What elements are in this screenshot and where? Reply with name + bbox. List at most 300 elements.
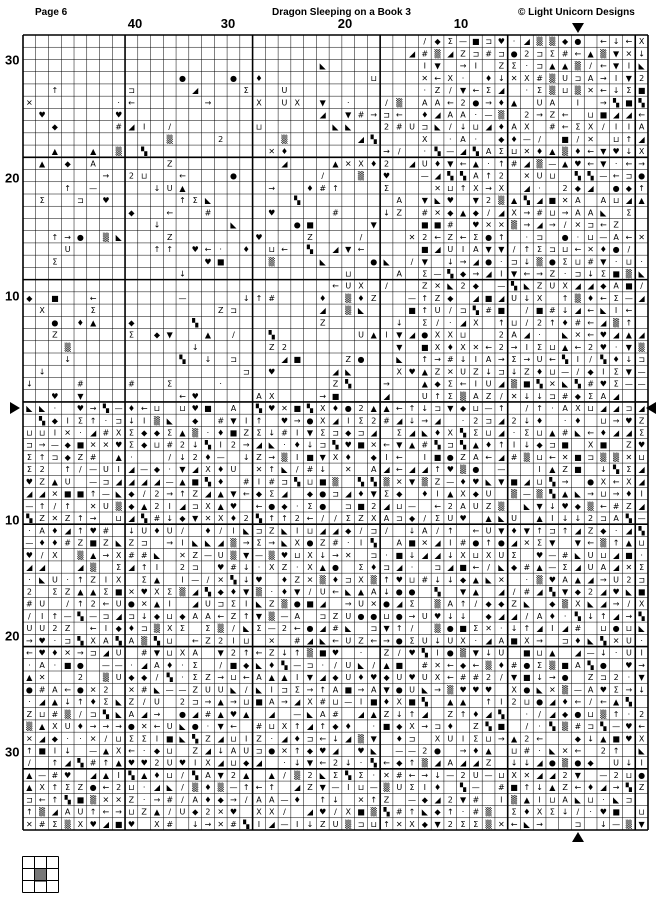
stitch-symbol: / [104, 734, 108, 744]
stitch-symbol: ◢ [562, 624, 569, 634]
stitch-symbol: → [89, 514, 97, 524]
stitch-symbol: ■ [472, 37, 480, 47]
stitch-symbol: ▒ [485, 807, 492, 817]
stitch-symbol: ▲ [549, 648, 556, 658]
stitch-symbol: Z [460, 452, 466, 462]
stitch-symbol: X [205, 758, 211, 768]
stitch-symbol: ▚ [574, 171, 581, 181]
stitch-symbol: X [473, 183, 479, 193]
stitch-symbol: · [461, 807, 465, 817]
stitch-symbol: ⊔ [115, 514, 122, 524]
stitch-symbol: — [420, 171, 429, 181]
stitch-symbol: ▒ [562, 147, 569, 157]
stitch-symbol: ■ [484, 293, 493, 303]
stitch-symbol: ⊐ [332, 428, 339, 438]
stitch-symbol: ♦ [433, 159, 442, 169]
stitch-symbol: ⊔ [638, 538, 645, 548]
stitch-symbol: # [523, 746, 531, 756]
stitch-symbol: ♦ [561, 697, 569, 707]
stitch-symbol: Σ [256, 624, 262, 634]
stitch-symbol: Z [626, 501, 632, 511]
stitch-symbol: ▲ [587, 49, 594, 59]
stitch-symbol: ▼ [319, 452, 326, 462]
stitch-symbol: → [612, 599, 620, 609]
stitch-symbol: — [178, 685, 187, 695]
stitch-symbol: ◆ [306, 746, 314, 756]
stitch-symbol: ■ [599, 110, 608, 120]
stitch-symbol: ◆ [485, 611, 492, 621]
stitch-symbol: ← [102, 807, 110, 817]
stitch-symbol: ♥ [472, 685, 480, 695]
stitch-symbol: ↓ [408, 526, 416, 536]
stitch-symbol: · [168, 465, 171, 475]
stitch-symbol: ⊐ [26, 795, 33, 805]
stitch-symbol: ● [574, 709, 582, 719]
stitch-symbol: ♦ [574, 147, 582, 157]
stitch-symbol: ▲ [217, 501, 224, 511]
stitch-symbol: I [245, 416, 248, 426]
stitch-symbol: Z [52, 330, 58, 340]
stitch-symbol: ▼ [638, 673, 645, 683]
stitch-symbol: # [115, 122, 123, 132]
stitch-symbol: ✕ [89, 440, 97, 450]
stitch-symbol: ✕ [217, 807, 225, 817]
stitch-symbol: Z [536, 281, 543, 291]
stitch-symbol: · [283, 758, 286, 768]
stitch-symbol: — [229, 783, 238, 793]
stitch-symbol: ⊔ [523, 697, 530, 707]
stitch-symbol: X [52, 550, 58, 560]
stitch-symbol: ◢ [574, 648, 581, 658]
stitch-symbol: ◆ [51, 416, 58, 426]
stitch-symbol: ■ [510, 636, 518, 646]
stitch-symbol: ⊐ [434, 404, 441, 414]
stitch-symbol: ▲ [549, 147, 556, 157]
stitch-symbol: ◢ [523, 330, 530, 340]
stitch-symbol: → [459, 61, 467, 71]
stitch-symbol: ● [395, 611, 403, 621]
stitch-symbol: Z [485, 501, 492, 511]
stitch-symbol: Z [307, 783, 313, 793]
stitch-symbol: ▼ [421, 257, 428, 267]
stitch-symbol: Z [205, 673, 211, 683]
stitch-symbol: ✕ [434, 183, 441, 193]
stitch-symbol: ▼ [230, 416, 237, 426]
stitch-symbol: ▲ [217, 709, 224, 719]
stitch-symbol: ⊐ [497, 367, 505, 377]
stitch-symbol: I [359, 697, 363, 707]
stitch-symbol: ◢ [332, 746, 339, 756]
stitch-symbol: A [613, 232, 619, 242]
stitch-symbol: ↑ [89, 807, 97, 817]
stitch-symbol: · [181, 673, 184, 683]
stitch-symbol: ⊔ [26, 428, 33, 438]
stitch-symbol: ✕ [370, 440, 378, 450]
stitch-symbol: ← [561, 122, 569, 132]
stitch-symbol: ▒ [396, 98, 403, 108]
stitch-symbol: ▼ [510, 269, 518, 279]
stitch-symbol: ▼ [306, 758, 314, 768]
column-number-40: 40 [127, 16, 143, 31]
stitch-symbol: / [321, 514, 325, 524]
stitch-symbol: 2 [613, 770, 619, 780]
stitch-symbol: ■ [625, 550, 633, 560]
stitch-symbol: # [485, 49, 492, 59]
stitch-symbol: ▚ [536, 379, 543, 389]
stitch-symbol: ⊔ [268, 245, 275, 255]
stitch-symbol: ◢ [638, 404, 645, 414]
stitch-symbol: → [485, 183, 492, 193]
stitch-symbol: # [523, 587, 531, 597]
stitch-symbol: / [181, 795, 184, 805]
stitch-symbol: ▲ [51, 477, 58, 487]
stitch-symbol: ⊔ [600, 489, 607, 499]
stitch-symbol: A [562, 404, 568, 414]
stitch-symbol: ● [510, 49, 518, 59]
stitch-symbol: ✕ [497, 575, 505, 585]
stitch-symbol: ▒ [459, 465, 467, 475]
stitch-symbol: ▒ [192, 428, 199, 438]
stitch-symbol: X [434, 330, 441, 340]
stitch-symbol: ● [472, 98, 480, 108]
stitch-symbol: ◆ [153, 611, 161, 621]
stitch-symbol: A [52, 685, 58, 695]
stitch-symbol: A [371, 587, 377, 597]
stitch-symbol: ↓ [38, 367, 46, 377]
stitch-symbol: ⊐ [587, 452, 594, 462]
stitch-symbol: ↑ [51, 232, 59, 242]
stitch-symbol: # [166, 795, 174, 805]
stitch-symbol: ↓ [281, 648, 288, 658]
stitch-symbol: — [433, 269, 442, 279]
stitch-symbol: ● [268, 746, 276, 756]
stitch-symbol: U [230, 465, 237, 475]
stitch-symbol: · [283, 440, 286, 450]
stitch-symbol: U [243, 746, 250, 756]
stitch-symbol: ← [612, 477, 620, 487]
stitch-symbol: ▲ [472, 575, 479, 585]
stitch-symbol: ◢ [408, 159, 416, 169]
stitch-symbol: — [89, 183, 98, 193]
stitch-symbol: ▼ [613, 49, 620, 59]
stitch-symbol: ▚ [498, 709, 505, 719]
stitch-symbol: ↓ [204, 355, 212, 365]
stitch-symbol: Z [268, 526, 275, 536]
stitch-symbol: ▼ [243, 587, 250, 597]
stitch-symbol: ◣ [421, 428, 428, 438]
stitch-symbol: ▒ [574, 293, 581, 303]
stitch-symbol: ↑ [281, 514, 288, 524]
stitch-symbol: X [511, 685, 517, 695]
stitch-symbol: ◢ [204, 489, 212, 499]
stitch-symbol: ▒ [345, 306, 352, 316]
stitch-symbol: ▲ [243, 709, 250, 719]
stitch-symbol: ▲ [115, 758, 122, 768]
stitch-symbol: ◣ [485, 575, 492, 585]
stitch-symbol: X [77, 819, 84, 829]
stitch-symbol: ⊔ [510, 746, 518, 756]
stitch-symbol: / [219, 526, 223, 536]
stitch-symbol: X [154, 587, 160, 597]
stitch-symbol: ⊐ [625, 795, 633, 805]
stitch-symbol: I [245, 599, 248, 609]
stitch-symbol: # [357, 110, 365, 120]
stitch-symbol: ✕ [434, 208, 441, 218]
stitch-symbol: / [589, 61, 592, 71]
stitch-symbol: — [408, 795, 417, 805]
stitch-symbol: ● [638, 770, 646, 780]
stitch-symbol: ⊐ [600, 514, 607, 524]
stitch-symbol: · [410, 563, 414, 573]
stitch-symbol: ▼ [625, 367, 632, 377]
stitch-symbol: # [128, 550, 135, 560]
stitch-symbol: ↓ [64, 697, 71, 707]
stitch-symbol: ← [332, 587, 339, 597]
stitch-symbol: ♦ [357, 673, 365, 683]
stitch-symbol: ▲ [319, 563, 326, 573]
stitch-symbol: ◣ [230, 685, 237, 695]
stitch-symbol: ▒ [600, 709, 607, 719]
stitch-symbol: ♦ [446, 342, 454, 352]
stitch-symbol: ◆ [370, 452, 377, 462]
row-number-10-bottom: 10 [5, 512, 20, 528]
stitch-symbol: ◣ [357, 306, 365, 316]
stitch-symbol: · [28, 697, 31, 707]
stitch-symbol: ↓ [217, 746, 225, 756]
stitch-symbol: / [168, 122, 172, 132]
stitch-symbol: ↓ [434, 770, 441, 780]
stitch-symbol: ◢ [141, 660, 148, 670]
stitch-symbol: ▒ [574, 86, 581, 96]
stitch-symbol: I [627, 61, 631, 71]
stitch-symbol: ◣ [115, 697, 122, 707]
stitch-symbol: ♥ [408, 648, 416, 658]
stitch-symbol: ↓ [64, 355, 71, 365]
stitch-symbol: ↓ [319, 550, 327, 560]
stitch-symbol: ▒ [294, 770, 301, 780]
stitch-symbol: / [576, 134, 580, 144]
stitch-symbol: ▲ [217, 697, 224, 707]
stitch-symbol: · [257, 563, 261, 573]
stitch-symbol: A [575, 660, 581, 670]
stitch-symbol: ▼ [447, 404, 454, 414]
stitch-symbol: ⊔ [459, 330, 467, 340]
stitch-symbol: ← [395, 110, 403, 120]
stitch-symbol: # [536, 73, 543, 83]
stitch-symbol: — [280, 611, 289, 621]
stitch-symbol: I [270, 685, 273, 695]
stitch-symbol: 2 [498, 330, 504, 340]
stitch-symbol: Z [39, 514, 45, 524]
stitch-symbol: ⊔ [408, 575, 416, 585]
stitch-symbol: · [576, 232, 580, 242]
stitch-symbol: U [179, 807, 186, 817]
stitch-symbol: ⊔ [587, 795, 594, 805]
stitch-symbol: Z [396, 208, 403, 218]
stitch-symbol: X [638, 599, 645, 609]
stitch-symbol: ▒ [562, 685, 569, 695]
stitch-symbol: ⊐ [370, 624, 378, 634]
stitch-symbol: Z [268, 342, 275, 352]
stitch-symbol: X [39, 306, 45, 316]
stitch-symbol: ♦ [166, 660, 174, 670]
stitch-symbol: ◢ [600, 404, 607, 414]
stitch-symbol: ■ [395, 550, 404, 560]
stitch-symbol: U [166, 722, 173, 732]
stitch-symbol: ◣ [600, 306, 607, 316]
stitch-symbol: · [206, 722, 210, 732]
stitch-symbol: ♦ [510, 134, 518, 144]
stitch-symbol: ♦ [306, 183, 314, 193]
stitch-symbol: 2 [230, 648, 237, 658]
stitch-symbol: ◣ [447, 281, 454, 291]
stitch-symbol: ♥ [38, 110, 46, 120]
stitch-symbol: ♦ [293, 440, 301, 450]
stitch-symbol: ◢ [638, 134, 645, 144]
stitch-symbol: ▒ [638, 342, 645, 352]
stitch-symbol: ⊔ [587, 110, 594, 120]
stitch-symbol: ◆ [153, 330, 161, 340]
stitch-symbol: ● [76, 232, 84, 242]
stitch-symbol: ▲ [421, 379, 428, 389]
stitch-symbol: 2 [371, 501, 377, 511]
stitch-symbol: ♥ [574, 159, 582, 169]
stitch-symbol: ♦ [535, 147, 544, 157]
stitch-symbol: ✕ [128, 685, 135, 695]
stitch-symbol: — [114, 404, 123, 414]
stitch-symbol: Z [498, 61, 505, 71]
stitch-symbol: I [117, 465, 120, 475]
stitch-symbol: ■ [369, 697, 378, 707]
stitch-symbol: X [205, 465, 211, 475]
stitch-symbol: Z [39, 477, 45, 487]
stitch-symbol: ↓ [242, 563, 250, 573]
stitch-symbol: ■ [114, 587, 123, 597]
stitch-symbol: ▒ [562, 722, 569, 732]
stitch-symbol: ♦ [587, 293, 595, 303]
stitch-symbol: X [498, 183, 505, 193]
stitch-symbol: ◆ [128, 673, 135, 683]
stitch-symbol: ↑ [612, 709, 620, 719]
stitch-symbol: ◣ [319, 61, 326, 71]
stitch-symbol: Z [447, 709, 454, 719]
stitch-symbol: ← [587, 318, 594, 328]
stitch-symbol: U [536, 98, 543, 108]
stitch-symbol: → [536, 110, 543, 120]
stitch-symbol: / [448, 122, 452, 132]
stitch-symbol: 2 [77, 673, 83, 683]
stitch-symbol: ↓ [600, 819, 607, 829]
stitch-symbol: ↓ [408, 550, 416, 560]
stitch-symbol: ◢ [498, 86, 505, 96]
stitch-symbol: ⊐ [319, 440, 327, 450]
stitch-symbol: ♦ [587, 783, 595, 793]
stitch-symbol: ▚ [485, 722, 492, 732]
stitch-symbol: ▼ [434, 61, 441, 71]
stitch-symbol: ↑ [612, 538, 620, 548]
stitch-symbol: ▼ [217, 770, 224, 780]
stitch-symbol: ■ [561, 660, 569, 670]
stitch-symbol: ⊔ [587, 404, 594, 414]
stitch-symbol: ← [179, 391, 186, 401]
stitch-symbol: 2 [498, 342, 504, 352]
stitch-symbol: ⊔ [612, 134, 620, 144]
stitch-symbol: # [204, 709, 212, 719]
stitch-symbol: / [525, 306, 529, 316]
stitch-symbol: ♦ [331, 575, 340, 585]
stitch-symbol: Σ [358, 770, 364, 780]
stitch-symbol: ♦ [229, 514, 238, 524]
stitch-symbol: # [459, 538, 467, 548]
stitch-symbol: I [474, 379, 477, 389]
stitch-symbol: A [473, 171, 479, 181]
stitch-symbol: ← [510, 819, 518, 829]
stitch-symbol: ● [306, 538, 314, 548]
stitch-symbol: ◢ [587, 575, 594, 585]
stitch-symbol: ♦ [127, 404, 136, 414]
stitch-symbol: I [53, 428, 57, 438]
stitch-symbol: ← [434, 501, 441, 511]
stitch-symbol: ▼ [613, 61, 620, 71]
stitch-symbol: ▲ [115, 452, 122, 462]
stitch-symbol: ▚ [306, 404, 314, 414]
stitch-symbol: ▒ [536, 575, 543, 585]
stitch-symbol: → [217, 673, 225, 683]
stitch-symbol: — [624, 293, 633, 303]
stitch-symbol: ▲ [383, 404, 390, 414]
stitch-symbol: — [89, 477, 98, 487]
stitch-symbol: → [166, 538, 174, 548]
stitch-symbol: # [140, 685, 148, 695]
stitch-symbol: ↑ [140, 563, 148, 573]
stitch-symbol: ✕ [446, 367, 454, 377]
stitch-symbol: 2 [447, 501, 453, 511]
stitch-symbol: ⊐ [357, 428, 365, 438]
stitch-symbol: ✕ [587, 134, 594, 144]
stitch-symbol: ◣ [613, 795, 620, 805]
stitch-symbol: Σ [128, 330, 134, 340]
stitch-symbol: U [562, 73, 569, 83]
stitch-symbol: ◆ [26, 293, 33, 303]
stitch-symbol: / [232, 624, 235, 634]
stitch-symbol: ◢ [472, 293, 479, 303]
stitch-symbol: ● [472, 538, 480, 548]
stitch-symbol: ◆ [128, 489, 135, 499]
stitch-symbol: ♦ [280, 587, 289, 597]
stitch-symbol: ▒ [536, 159, 543, 169]
stitch-symbol: ↓ [191, 819, 199, 829]
stitch-symbol: ■ [535, 306, 544, 316]
stitch-symbol: ◢ [64, 758, 71, 768]
stitch-symbol: ⊐ [574, 269, 582, 279]
stitch-symbol: ◣ [345, 624, 352, 634]
stitch-symbol: ↓ [510, 758, 518, 768]
stitch-symbol: ■ [497, 722, 506, 732]
stitch-symbol: U [434, 306, 441, 316]
stitch-symbol: U [409, 685, 415, 695]
stitch-symbol: ⊐ [510, 257, 518, 267]
stitch-symbol: # [574, 624, 582, 634]
stitch-symbol: ⊐ [548, 440, 556, 450]
stitch-symbol: I [359, 538, 363, 548]
stitch-symbol: ▒ [268, 611, 275, 621]
stitch-symbol: ▼ [179, 465, 186, 475]
stitch-symbol: ◢ [332, 526, 339, 536]
stitch-symbol: ↓ [179, 269, 186, 279]
stitch-symbol: X [600, 477, 607, 487]
stitch-symbol: Σ [447, 379, 453, 389]
stitch-symbol: ▚ [39, 416, 46, 426]
